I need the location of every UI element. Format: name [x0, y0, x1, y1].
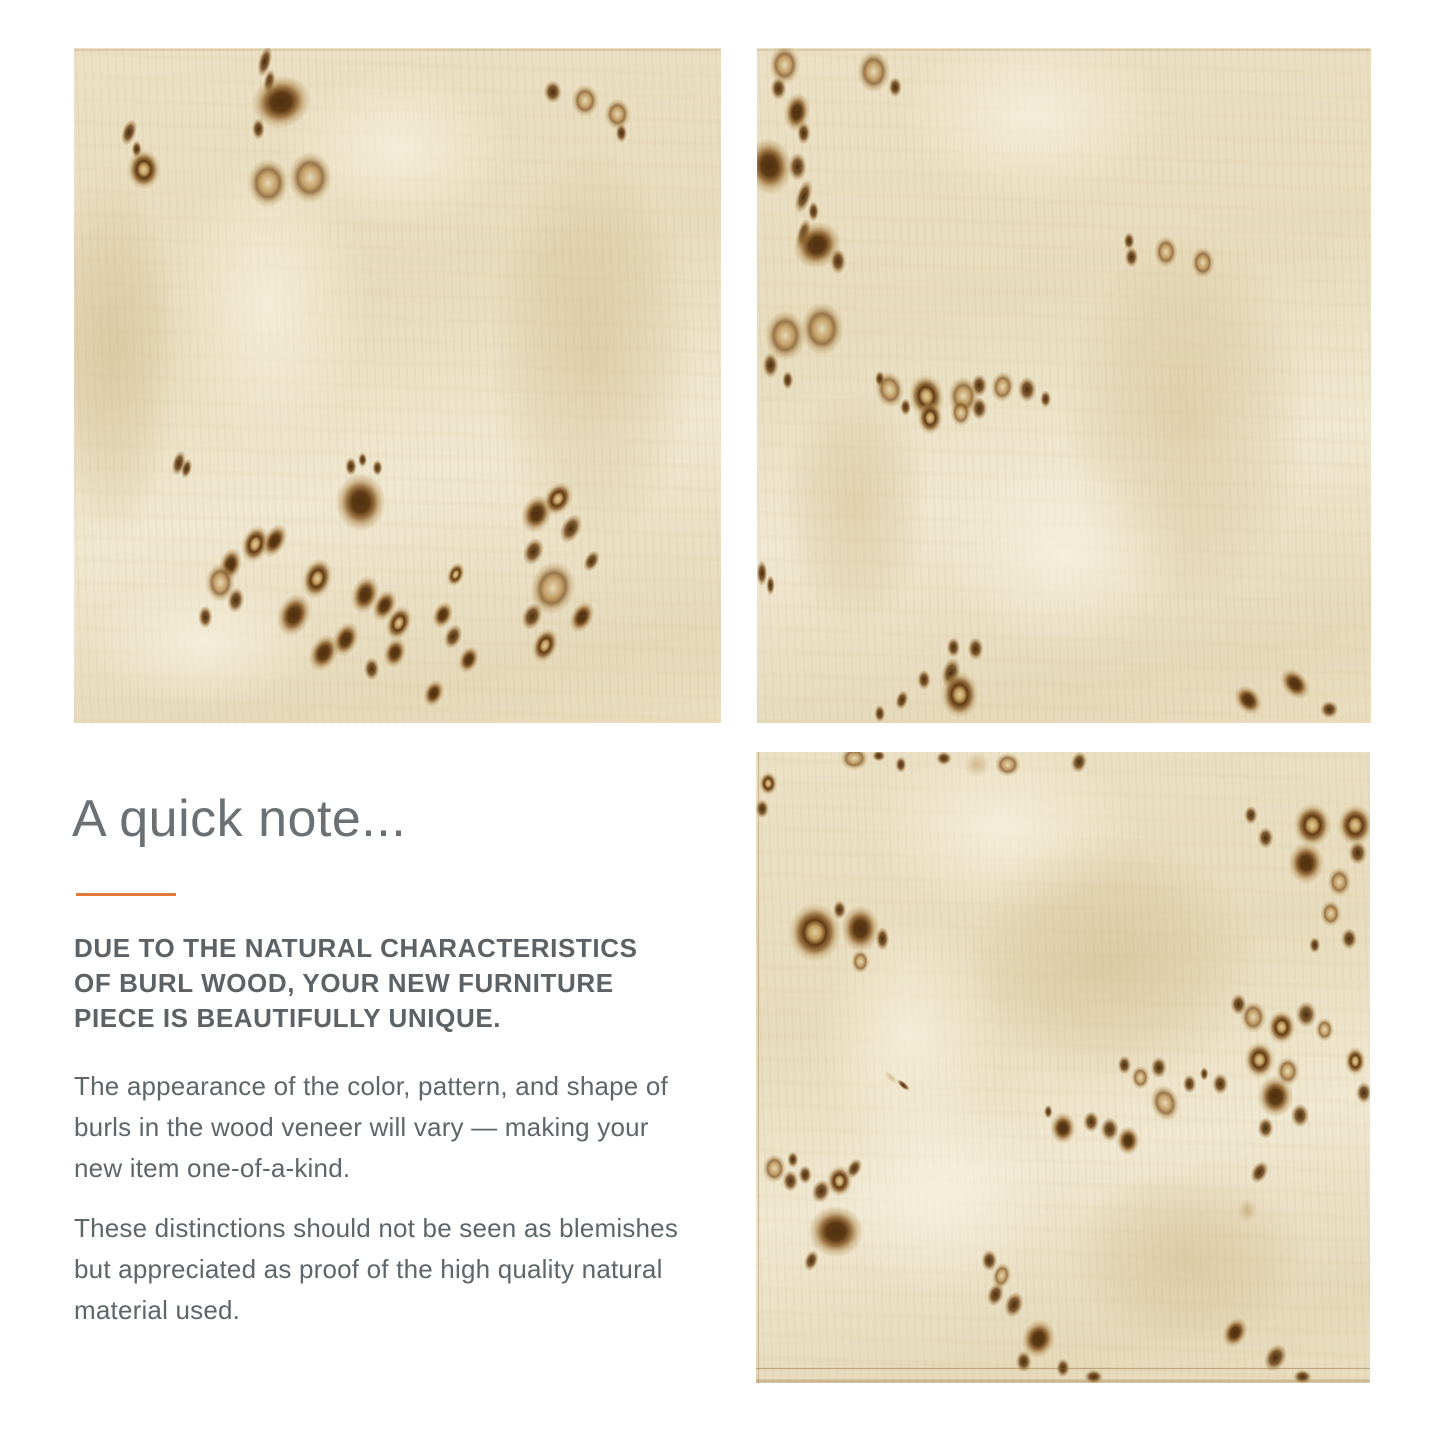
text-line: material used.: [74, 1295, 241, 1325]
burl-wood-photo-top-right: [757, 48, 1371, 723]
note-heading: [74, 931, 734, 1036]
text-line: new item one-of-a-kind.: [74, 1153, 351, 1183]
text-line: burls in the wood veneer will vary — making your: [74, 1112, 649, 1142]
text-line: PIECE IS BEAUTIFULLY UNIQUE.: [74, 1003, 502, 1033]
text-line: These distinctions should not be seen as blemishes: [74, 1213, 679, 1243]
text-line: DUE TO THE NATURAL CHARACTERISTICS: [74, 933, 638, 963]
note-title: A quick note...: [72, 790, 407, 848]
orange-divider: [76, 893, 176, 896]
text-line: The appearance of the color, pattern, and shape of: [74, 1071, 668, 1101]
burl-wood-photo-bottom-right: [756, 752, 1370, 1383]
text-line: OF BURL WOOD, YOUR NEW FURNITURE: [74, 968, 614, 998]
note-paragraph-2: [74, 1208, 734, 1331]
text-line: but appreciated as proof of the high quality natural: [74, 1254, 663, 1284]
burl-wood-photo-top-left: [74, 48, 721, 723]
note-paragraph-1: [74, 1066, 734, 1189]
